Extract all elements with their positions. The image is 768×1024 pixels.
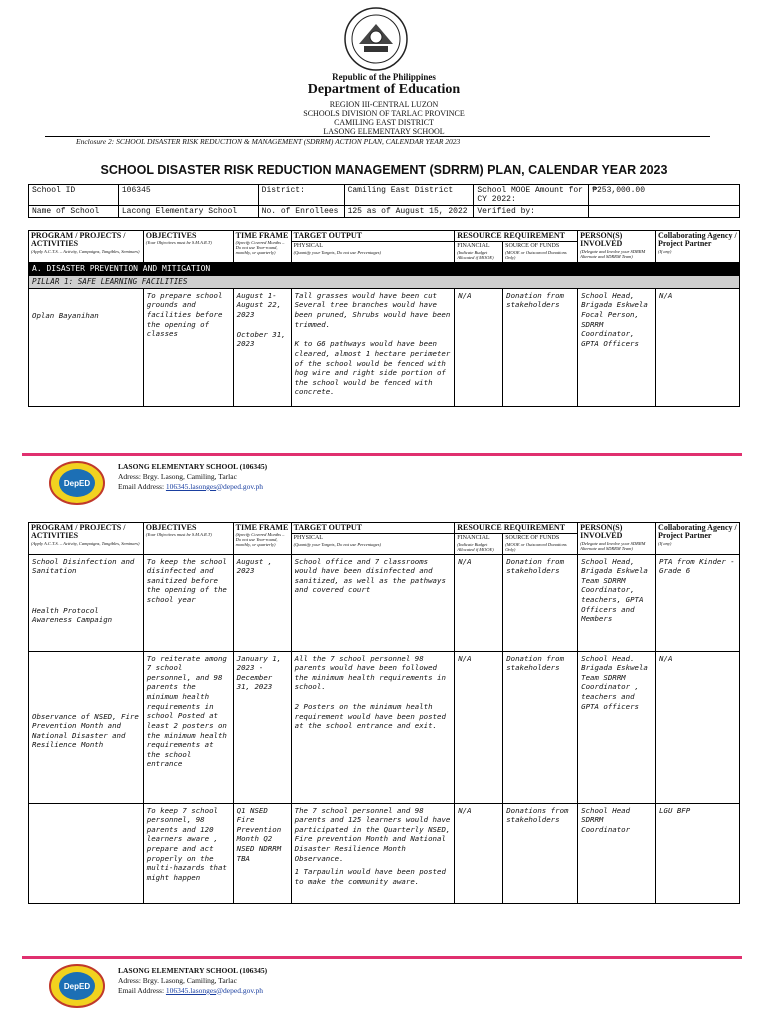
footer-divider (22, 453, 742, 456)
footer-school: LASONG ELEMENTARY SCHOOL (106345) (118, 462, 268, 471)
col-source: SOURCE OF FUNDS (MOOE or Outsourced Donations Only) (503, 534, 578, 554)
school-line: LASONG ELEMENTARY SCHOOL (323, 127, 445, 136)
col-source: SOURCE OF FUNDS (MOOE or Outsourced Donations Only) (503, 242, 578, 262)
table-row (29, 554, 740, 651)
objectives-cell: To keep the school disinfected and sanitized before the opening of the school year (143, 554, 233, 651)
school-name-value: Lacong Elementary School (118, 206, 258, 218)
district-value: Camiling East District (344, 185, 474, 206)
source-cell: Donation from stakeholders (503, 288, 578, 406)
table-row (29, 651, 740, 803)
footer-divider (22, 956, 742, 959)
time-cell: Q1 NSED Fire Prevention Month Q2 NSED NDRRM TBA (233, 803, 291, 903)
section-a-row: A. DISASTER PREVENTION AND MITIGATION (29, 262, 740, 275)
col-resource: RESOURCE REQUIREMENT (455, 523, 578, 534)
school-id-value: 106345 (118, 185, 258, 206)
footer-block (118, 966, 267, 996)
footer-block (118, 462, 267, 492)
plan-table-2 (28, 522, 740, 904)
enrollees-value: 125 as of August 15, 2022 (344, 206, 474, 218)
district-label: District: (258, 185, 344, 206)
persons-cell: School Head. Brigada Eskwela Team SDRRM Coordinator , teachers and GPTA officers (578, 651, 656, 803)
program-cell: Observance of NSED, Fire Prevention Month and National Disaster and Resilience Month (32, 711, 139, 750)
program-cell: Oplan Bayanihan (32, 310, 99, 320)
objectives-cell: To prepare school grounds and facilities before the opening of classes (143, 288, 233, 406)
col-resource: RESOURCE REQUIREMENT (455, 231, 578, 242)
source-cell: Donation from stakeholders (503, 651, 578, 803)
mooe-value: ₱253,000.00 (589, 185, 740, 206)
verified-value (589, 206, 740, 218)
enclosure-note: Enclosure 2: SCHOOL DISASTER RISK REDUCTION & MANAGEMENT (SDRRM) ACTION PLAN, CALENDAR YEAR 2023 (76, 137, 461, 146)
footer-email: Email Address: 106345.lasonges@deped.gov.ph (118, 482, 263, 491)
agency-cell: PTA from Kinder - Grade 6 (656, 554, 740, 651)
time-cell: August , 2023 (233, 554, 291, 651)
school-logo-icon (48, 460, 106, 506)
footer-email-link[interactable]: 106345.lasonges (165, 986, 217, 995)
agency-cell: LGU BFP (656, 803, 740, 903)
col-time-frame: TIME FRAME (Specify Covered Months – Do not use Year-round, monthly, or quarterly) (233, 231, 291, 263)
financial-cell: N/A (455, 651, 503, 803)
time-cell: January 1, 2023 - December 31, 2023 (233, 651, 291, 803)
logo-text: DepED (63, 982, 91, 991)
program-cell-next: Health Protocol Awareness Campaign (32, 605, 113, 625)
footer-email: Email Address: 106345.lasonges@deped.gov.ph (118, 986, 263, 995)
col-program: PROGRAM / PROJECTS / ACTIVITIES (Apply A.C.T.S. – Activity, Campaigns, Tangibles, Seminars) (29, 523, 144, 555)
col-program: PROGRAM / PROJECTS / ACTIVITIES (Apply A.C.T.S. – Activity, Campaigns, Tangibles, Seminars) (29, 231, 144, 263)
logo-text: DepED (63, 479, 91, 488)
time-cell: August 1-August 22, 2023 October 31, 2023 (233, 288, 291, 406)
col-physical: PHYSICAL (Quantify your Targets, Do not use Percentages) (291, 242, 455, 262)
school-info-table (28, 184, 740, 218)
col-persons: PERSON(S) INVOLVED (Delegate and Involve your SDRRM Alternate and SDRRM Team) (578, 231, 656, 263)
deped-seal (337, 6, 415, 72)
financial-cell: N/A (455, 554, 503, 651)
objectives-cell: To keep 7 school personnel, 98 parents and 120 learners aware , prepare and act properly on the multi-hazards that might happen (143, 803, 233, 903)
col-target-output: TARGET OUTPUT (291, 523, 455, 534)
division-line: SCHOOLS DIVISION OF TARLAC PROVINCE (303, 109, 465, 118)
mooe-label: School MOOE Amount for CY 2022: (474, 185, 589, 206)
persons-cell: School Head, Brigada Eskwela Focal Person, SDRRM Coordinator, GPTA Officers (578, 288, 656, 406)
target-cell: School office and 7 classrooms would have been disinfected and sanitized, as well as the pathways and covered court (291, 554, 455, 651)
program-cell: School Disinfection and Sanitation (32, 556, 135, 576)
school-logo-icon (48, 963, 106, 1009)
financial-cell: N/A (455, 803, 503, 903)
source-cell: Donations from stakeholders (503, 803, 578, 903)
col-objectives: OBJECTIVES (Your Objectives must be S.M.A.R.T) (143, 523, 233, 555)
objectives-cell: To reiterate among 7 school personnel, and 98 parents the minimum health requirements in school Posted at least 2 posters on the minimum health requirements at the school entrance (143, 651, 233, 803)
col-agency: Collaborating Agency / Project Partner (If any) (656, 231, 740, 263)
plan-table-1 (28, 230, 740, 407)
agency-cell: N/A (656, 288, 740, 406)
col-target-output: TARGET OUTPUT (291, 231, 455, 242)
pillar-row: PILLAR 1: SAFE LEARNING FACILITIES (29, 275, 740, 288)
target-cell: The 7 school personnel and 98 parents and 125 learners would have participated in the Quarterly NSED, Fire prevention Month and National Disaster Resilience Month Observance. 1 Tarpaulin would have been posted to make the community aware. (291, 803, 455, 903)
republic-line: Republic of the Philippines (332, 72, 436, 82)
district-line: CAMILING EAST DISTRICT (334, 118, 434, 127)
target-cell: Tall grasses would have been cut Several tree branches would have been pruned, Shrubs would have been trimmed. K to G6 pathways would have been cleared, almost 1 hectare perimeter of the school would be fenced with hog wire and right side portion of the school would be fenced with concrete. (291, 288, 455, 406)
persons-cell: School Head SDRRM Coordinator (578, 803, 656, 903)
col-persons: PERSON(S) INVOLVED (Delegate and Involve your SDRRM Alternate and SDRRM Team) (578, 523, 656, 555)
department-title: Department of Education (307, 82, 461, 97)
table-row (29, 288, 740, 406)
col-financial: FINANCIAL (Indicate Budget Allocated if MOOE) (455, 534, 503, 554)
school-id-label: School ID (29, 185, 119, 206)
table-row (29, 803, 740, 903)
footer-school: LASONG ELEMENTARY SCHOOL (106345) (118, 966, 268, 975)
col-physical: PHYSICAL (Quantify your Targets, Do not use Percentages) (291, 534, 455, 554)
persons-cell: School Head, Brigada Eskwela Team SDRRM Coordinator, teachers, GPTA Officers and Members (578, 554, 656, 651)
enrollees-label: No. of Enrollees (258, 206, 344, 218)
footer-address: Adress: Brgy. Lasong, Camiling, Tarlac (118, 472, 237, 481)
footer-email-link[interactable]: 106345.lasonges (165, 482, 217, 491)
target-cell: All the 7 school personnel 98 parents would have been followed the minimum health requirements in school. 2 Posters on the minimum health requirement would have been posted at the school entrance and exit. (291, 651, 455, 803)
footer-address: Adress: Brgy. Lasong, Camiling, Tarlac (118, 976, 237, 985)
source-cell: Donation from stakeholders (503, 554, 578, 651)
col-financial: FINANCIAL (Indicate Budget Allocated if MOOE) (455, 242, 503, 262)
region-line: REGION III-CENTRAL LUZON (329, 100, 439, 109)
col-time-frame: TIME FRAME (Specify Covered Months – Do not use Year-round, monthly, or quarterly) (233, 523, 291, 555)
col-objectives: OBJECTIVES (Your Objectives must be S.M.A.R.T) (143, 231, 233, 263)
program-cell (29, 803, 144, 903)
col-agency: Collaborating Agency / Project Partner (If any) (656, 523, 740, 555)
financial-cell: N/A (455, 288, 503, 406)
agency-cell: N/A (656, 651, 740, 803)
school-name-label: Name of School (29, 206, 119, 218)
verified-label: Verified by: (474, 206, 589, 218)
page-title: SCHOOL DISASTER RISK REDUCTION MANAGEMENT (SDRRM) PLAN, CALENDAR YEAR 2023 (100, 163, 668, 177)
